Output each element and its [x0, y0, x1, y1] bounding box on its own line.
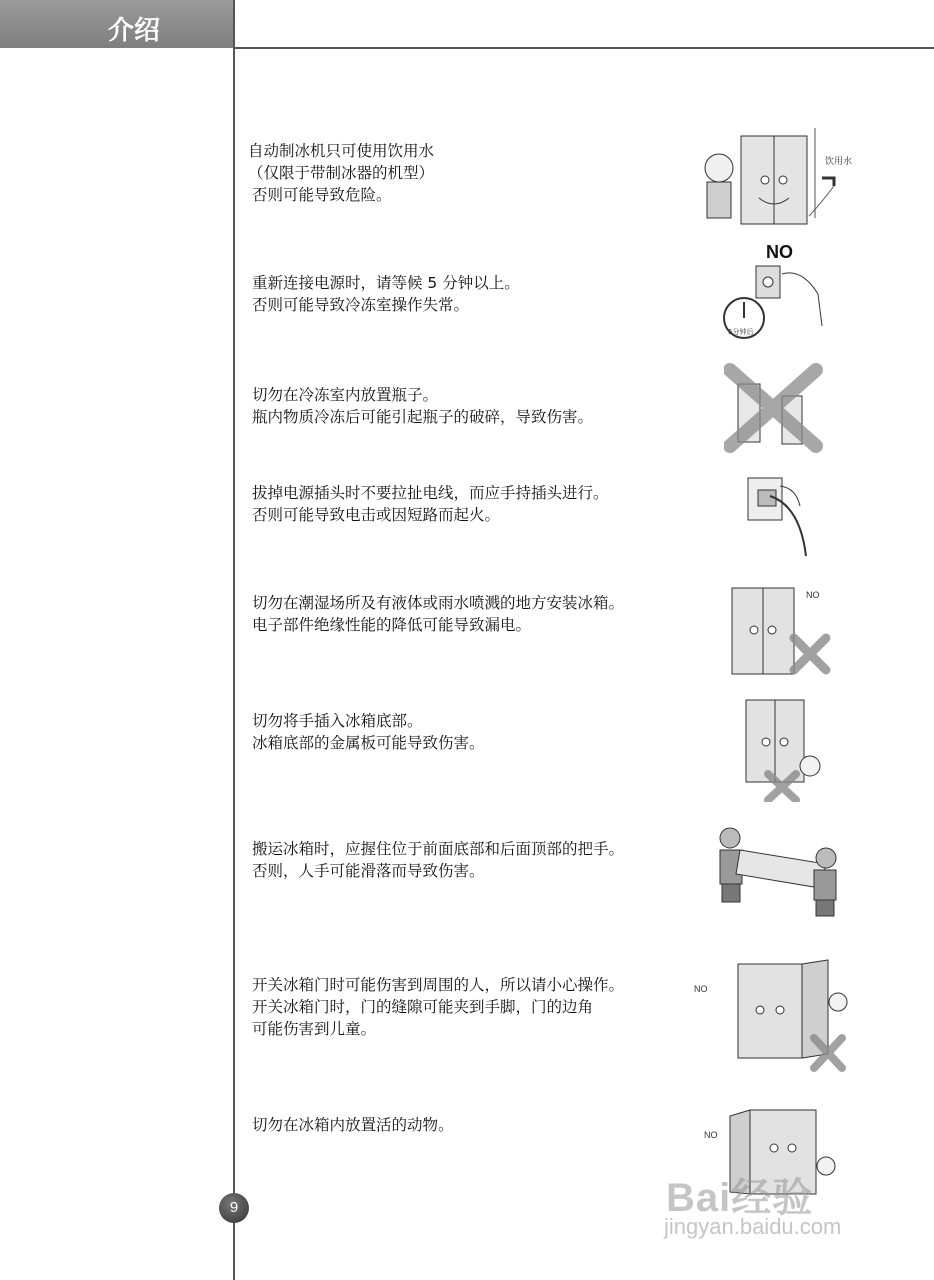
- page-number: 9: [219, 1193, 249, 1223]
- illustration-pull-plug: [740, 466, 820, 558]
- warning-item-plug: [252, 482, 609, 526]
- illustration-door-caution: [684, 958, 854, 1074]
- warning-line: 否则可能导致危险。: [252, 186, 392, 204]
- header-tab: [0, 0, 234, 48]
- illustration-drinking-water: [697, 128, 867, 228]
- warning-item-reconnect: [252, 272, 520, 316]
- warning-item-bottles: [252, 384, 593, 428]
- warning-line: 瓶内物质冷冻后可能引起瓶子的破碎，导致伤害。: [252, 408, 594, 426]
- illus-label: NO: [806, 590, 820, 600]
- illus-label: NO: [694, 984, 708, 994]
- warning-line: 开关冰箱门时可能伤害到周围的人，所以请小心操作。: [252, 976, 625, 994]
- warning-line: 切勿在冷冻室内放置瓶子。: [252, 386, 439, 404]
- warning-line: 开关冰箱门时，门的缝隙可能夹到手脚，门的边角: [252, 998, 594, 1016]
- warning-line: 电子部件绝缘性能的降低可能导致漏电。: [252, 616, 532, 634]
- illus-label: NO: [704, 1130, 718, 1140]
- warning-line: 切勿在冰箱内放置活的动物。: [252, 1116, 454, 1134]
- warning-line: 否则可能导致冷冻室操作失常。: [252, 296, 470, 314]
- warning-line: 否则可能导致电击或因短路而起火。: [252, 506, 501, 524]
- warning-item-moving: [252, 838, 624, 882]
- warning-item-humidity: [252, 592, 624, 636]
- warning-item-ice-maker: [248, 140, 434, 206]
- warning-line: 否则，人手可能滑落而导致伤害。: [252, 862, 485, 880]
- warning-line: 切勿将手插入冰箱底部。: [252, 712, 423, 730]
- warning-line: 重新连接电源时，请等候 5 分钟以上。: [252, 274, 520, 292]
- warning-item-bottom-hand: [252, 710, 485, 754]
- illustration-wait-5min: [722, 238, 832, 348]
- illus-label: 5分钟后: [728, 328, 754, 336]
- warning-line: 冰箱底部的金属板可能导致伤害。: [252, 734, 485, 752]
- illustration-no-bottles: [724, 362, 824, 454]
- warning-item-door: [252, 974, 624, 1040]
- warning-line: 拔掉电源插头时不要拉扯电线，而应手持插头进行。: [252, 484, 609, 502]
- warning-line: 可能伤害到儿童。: [252, 1020, 377, 1038]
- watermark-brand: Bai经验: [666, 1176, 814, 1220]
- page-section-title: 介绍: [108, 16, 161, 46]
- illustration-no-wet-location: [722, 574, 838, 678]
- warning-line: 自动制冰机只可使用饮用水: [248, 142, 435, 160]
- illustration-carry-fridge: [708, 824, 848, 924]
- illus-label: NO: [766, 242, 793, 262]
- margin-rule: [233, 0, 235, 1280]
- illus-label: 饮用水: [825, 157, 853, 167]
- warning-line: 搬运冰箱时，应握住位于前面底部和后面顶部的把手。: [252, 840, 625, 858]
- warning-line: 切勿在潮湿场所及有液体或雨水喷溅的地方安装冰箱。: [252, 594, 625, 612]
- illustration-no-hand-under: [732, 694, 832, 802]
- header-rule: [234, 47, 934, 49]
- warning-item-animals: [252, 1114, 454, 1136]
- watermark-url: jingyan.baidu.com: [664, 1214, 842, 1239]
- warning-line: （仅限于带制冰器的机型）: [248, 164, 435, 182]
